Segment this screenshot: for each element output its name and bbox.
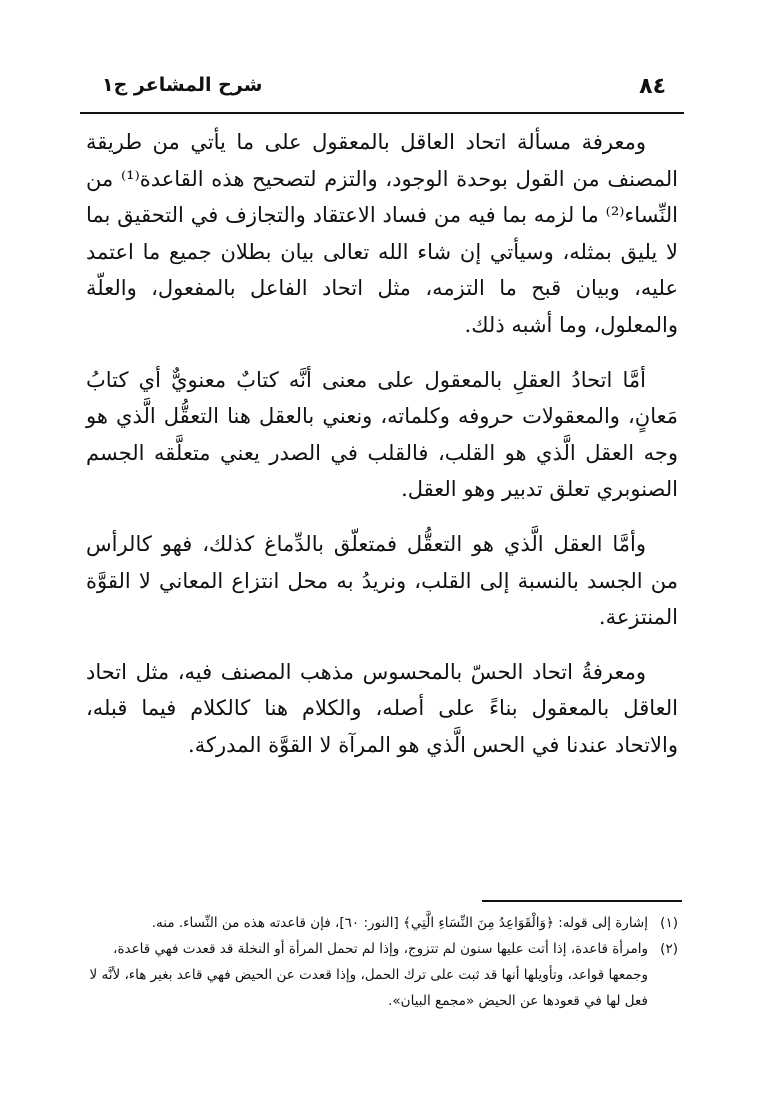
- paragraph: وأمَّا العقل الَّذي هو التعقُّل فمتعلّق بالدِّماغ كذلك، فهو كالرأس من الجسد بالنسبة إلى القلب، ونريدُ به محل انتزاع المعاني لا القوَّة المنتزعة.: [86, 531, 678, 630]
- paragraph: ومعرفة مسألة اتحاد العاقل بالمعقول على ما يأتي من طريقة المصنف من القول بوحدة الوجود، والتزم لتصحيح هذه القاعدة⁽¹⁾ من النِّساء⁽²⁾ ما لزمه بما فيه من فساد الاعتقاد والتجازف في التحقيق بما لا يليق بمثله، وسيأتي إن شاء الله تعالى بيان بطلان جميع ما اعتمد عليه، وبيان قبح ما التزمه، مثل اتحاد الفاعل بالمفعول، والعلّة والمعلول، وما أشبه ذلك.: [86, 130, 678, 337]
- page-number: ٨٤: [639, 74, 666, 99]
- body-text: [86, 124, 678, 782]
- running-head: شرح المشاعر ج١: [102, 74, 263, 96]
- footnote-text: وامرأة قاعدة، إذا أتت عليها سنون لم تتزوج، وإذا لم تحمل المرأة أو النخلة قد قعدت فهي قاعدة، وجمعها قواعد، وتأويلها أنها قد ثبت على ترك الحمل، وإذا قعدت عن الحيض فهي قاعد بغير هاء، لأنَّه لا فعل لها في قعودها عن الحيض «مجمع البيان».: [89, 941, 648, 1009]
- paragraph: أمَّا اتحادُ العقلِ بالمعقول على معنى أنَّه كتابٌ معنويٌّ أي كتابُ مَعانٍ، والمعقولات حروفه وكلماته، ونعني بالعقل هنا التعقُّل الَّذي هو وجه العقل الَّذي هو القلب، فالقلب في الصدر يعني متعلَّقه الجسم الصنوبري تعلق تدبير وهو العقل.: [86, 367, 678, 502]
- footnote: [86, 910, 678, 936]
- footnotes: [86, 910, 678, 1014]
- footnote: [86, 936, 678, 1014]
- paragraph: ومعرفةُ اتحاد الحسّ بالمحسوس مذهب المصنف فيه، مثل اتحاد العاقل بالمعقول بناءً على أصله، والكلام هنا كالكلام فيما قبله، والاتحاد عندنا في الحس الَّذي هو المرآة لا القوَّة المدركة.: [86, 659, 678, 757]
- footnote-number: (١): [660, 915, 678, 931]
- footnote-rule: [482, 900, 682, 902]
- footnote-text: إشارة إلى قوله: ﴿وَالْقَوَاعِدُ مِنَ النِّسَاءِ الَّتِي﴾ [النور: ٦٠]، فإن قاعدته هذه من النِّساء. منه.: [151, 915, 648, 931]
- header-rule: [80, 112, 684, 114]
- footnote-number: (٢): [660, 941, 678, 957]
- page-header: [80, 68, 684, 104]
